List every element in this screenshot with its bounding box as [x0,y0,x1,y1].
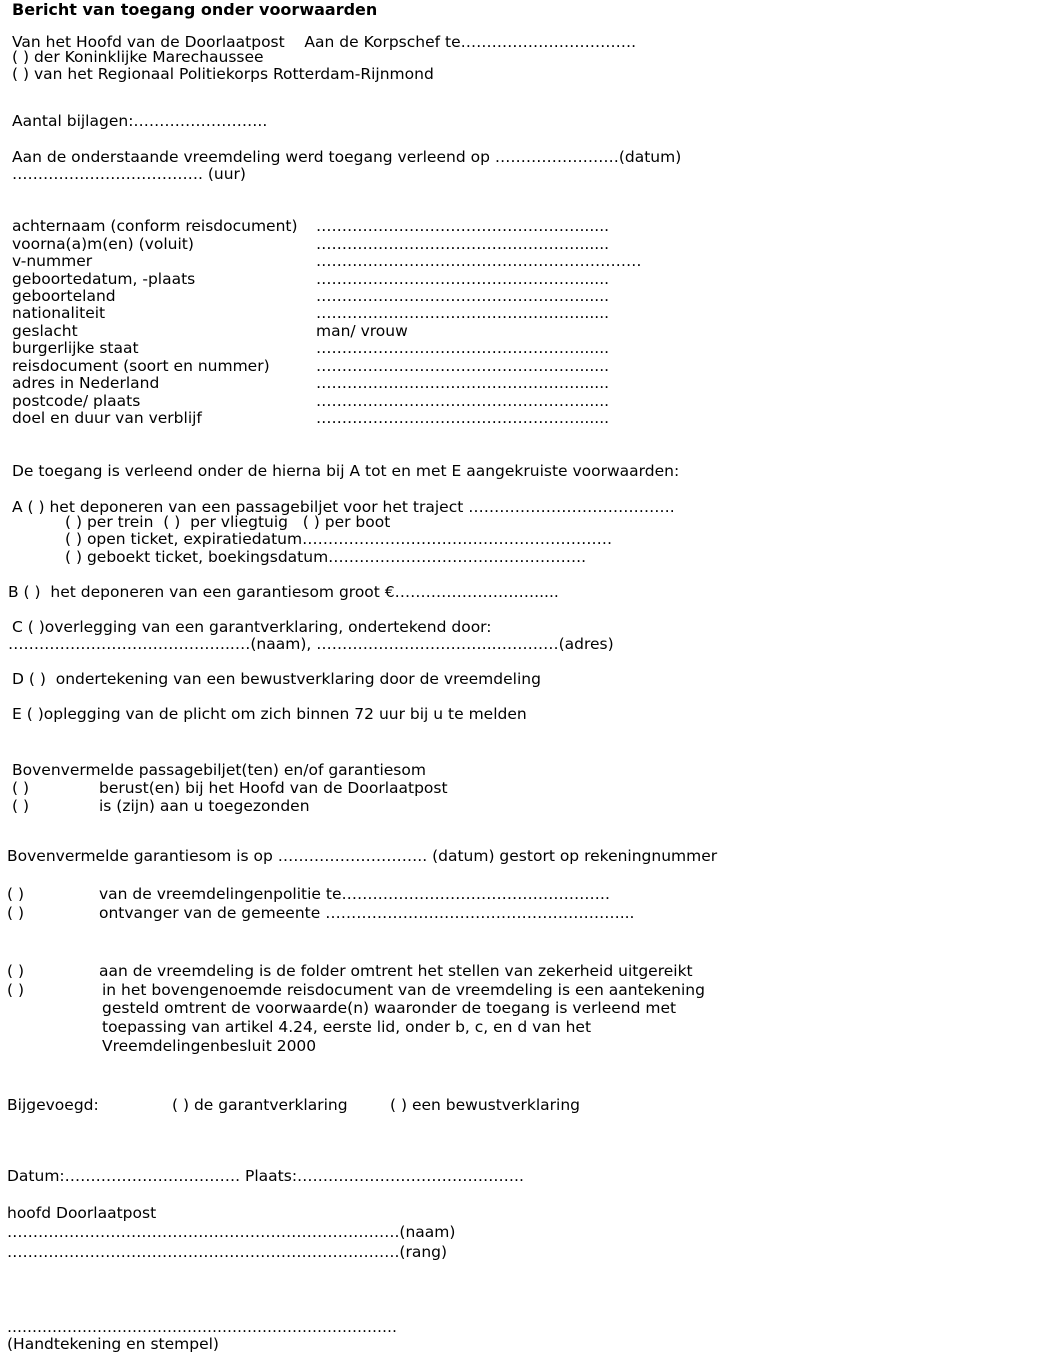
datum-plaats: Datum:……………………………. Plaats:…………………………………….. [7,1167,524,1185]
field-value: ……………………………………………...... [316,339,610,357]
field-value: ……………………………………………...... [316,304,610,322]
field-value: ……………………………………………...... [316,409,610,427]
field-label: adres in Nederland [12,374,160,392]
field-value: ……………………………………………...... [316,392,610,410]
field-label: geboorteland [12,287,116,305]
toegang-line-2: ………………………………. (uur) [12,165,246,183]
condition-a: A ( ) het deponeren van een passagebiljet voor het traject …………………………………. [12,498,675,516]
field-label: v-nummer [12,252,93,270]
field-value: ……………………………………………………… [316,252,642,270]
condition-d: D ( ) ondertekening van een bewustverklaring door de vreemdeling [12,670,541,688]
condition-c-signatory: ……………………………………..…(naam), ……………………………..…………(adres) [8,635,614,653]
field-label: postcode/ plaats [12,392,141,410]
signature-line: …………………………………………………………………… [7,1318,397,1336]
bijgevoegd-label: Bijgevoegd: [7,1096,99,1114]
aantekening-text-line: toepassing van artikel 4.24, eerste lid, onder b, c, en d van het [102,1018,592,1036]
aantekening-option-box: ( ) [7,981,25,999]
passage-option-text: berust(en) bij het Hoofd van de Doorlaatpost [99,779,448,797]
hoofd-label: hoofd Doorlaatpost [7,1204,157,1222]
passage-intro: Bovenvermelde passagebiljet(ten) en/of garantiesom [12,761,426,779]
garantie-option-box: ( ) [7,904,25,922]
field-value: ……………………………………………...... [316,374,610,392]
field-value: ……………………………………………...... [316,217,610,235]
condition-a-booked-ticket: ( ) geboekt ticket, boekingsdatum………………………………………….. [65,548,587,566]
field-label: reisdocument (soort en nummer) [12,357,270,375]
condition-b: B ( ) het deponeren van een garantiesom groot €………………………..... [8,583,559,601]
header-line-1: Van het Hoofd van de Doorlaatpost Aan de Korpschef te……………………………. [12,33,637,51]
field-label: doel en duur van verblijf [12,409,202,427]
condition-a-transport: ( ) per trein ( ) per vliegtuig ( ) per boot [65,513,391,531]
folder-option-text: aan de vreemdeling is de folder omtrent het stellen van zekerheid uitgereikt [99,962,693,980]
field-value: ……………………………………………...... [316,357,610,375]
aantekening-text-line: Vreemdelingenbesluit 2000 [102,1037,317,1055]
field-label: nationaliteit [12,304,106,322]
folder-option-box: ( ) [7,962,25,980]
field-label: achternaam (conform reisdocument) [12,217,298,235]
toegang-line-1: Aan de onderstaande vreemdeling werd toegang verleend op ……………………(datum) [12,148,682,166]
passage-option-box: ( ) [12,779,30,797]
field-label: geboortedatum, -plaats [12,270,196,288]
header-line-3: ( ) van het Regionaal Politiekorps Rotterdam-Rijnmond [12,65,434,83]
field-value: man/ vrouw [316,322,408,340]
voorwaarden-intro: De toegang is verleend onder de hierna bij A tot en met E aangekruiste voorwaarden: [12,462,680,480]
passage-option-box: ( ) [12,797,30,815]
header-line-2: ( ) der Koninklijke Marechaussee [12,48,264,66]
condition-c: C ( )overlegging van een garantverklaring, ondertekend door: [12,618,492,636]
field-label: voorna(a)m(en) (voluit) [12,235,194,253]
signature-label: (Handtekening en stempel) [7,1335,219,1353]
garantie-option-text: ontvanger van de gemeente …………………………………………………... [99,904,635,922]
field-value: ……………………………………………...... [316,270,610,288]
aantekening-text-line: in het bovengenoemde reisdocument van de vreemdeling is een aantekening [102,981,705,999]
condition-e: E ( )oplegging van de plicht om zich binnen 72 uur bij u te melden [12,705,527,723]
aantekening-text-line: gesteld omtrent de voorwaarde(n) waaronder de toegang is verleend met [102,999,677,1017]
document-title: Bericht van toegang onder voorwaarden [12,0,378,19]
garantie-intro: Bovenvermelde garantiesom is op ……………………….. (datum) gestort op rekeningnummer [7,847,718,865]
condition-a-open-ticket: ( ) open ticket, expiratiedatum…………………………………………………… [65,530,613,548]
garantie-option-box: ( ) [7,885,25,903]
garantie-option-text: van de vreemdelingenpolitie te……………………………………………. [99,885,610,903]
hoofd-rang: ………………………………………………………………….(rang) [7,1243,448,1261]
passage-option-text: is (zijn) aan u toegezonden [99,797,310,815]
field-value: ……………………………………………...... [316,235,610,253]
field-label: burgerlijke staat [12,339,139,357]
bijgevoegd-garantverklaring: ( ) de garantverklaring [172,1096,348,1114]
field-label: geslacht [12,322,78,340]
aantal-bijlagen: Aantal bijlagen:…………………….. [12,112,268,130]
bijgevoegd-bewustverklaring: ( ) een bewustverklaring [390,1096,581,1114]
hoofd-naam: ………………………………………………………………….(naam) [7,1223,456,1241]
field-value: ……………………………………………...... [316,287,610,305]
